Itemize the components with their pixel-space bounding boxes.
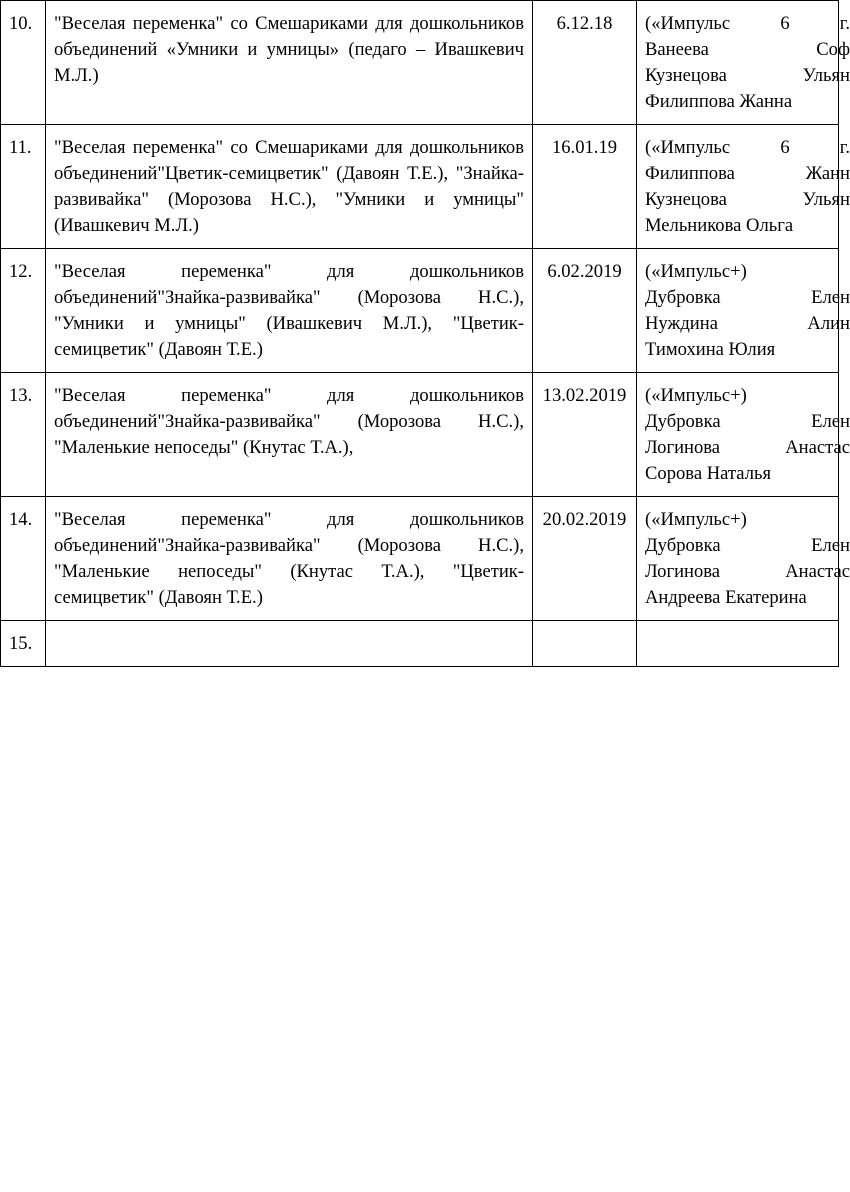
participant-line: Логинова Анастас [645, 561, 850, 582]
row-number: 15. [1, 621, 46, 667]
event-participants [637, 373, 850, 497]
participant-line: Тимохина Юлия [645, 339, 776, 360]
event-date: 6.12.18 [533, 1, 637, 125]
event-participants [637, 249, 850, 373]
participant-line: Кузнецова Ульян [645, 189, 850, 210]
row-number: 12. [1, 249, 46, 373]
event-participants [637, 1, 850, 125]
event-description: "Веселая переменка" со Смешариками для дошкольников объединений"Цветик-семицветик" (Давоян Т.Е.), "Знайка-развивайка" (Морозова Н.С.), "Умники и умницы" (Ивашкевич М.Л.) [46, 125, 533, 249]
event-description: "Веселая переменка" для дошкольников объединений"Знайка-развивайка" (Морозова Н.С.), "Маленькие непоседы" (Кнутас Т.А.), [46, 373, 533, 497]
table-row [1, 249, 839, 373]
event-date [533, 621, 637, 667]
row-number: 10. [1, 1, 46, 125]
event-description: "Веселая переменка" со Смешариками для дошкольников объединений «Умники и умницы» (педаго – Ивашкевич М.Л.) [46, 1, 533, 125]
table-row [1, 621, 839, 667]
participant-line: («Импульс+) [645, 509, 747, 530]
event-participants [637, 497, 850, 621]
row-number: 13. [1, 373, 46, 497]
participant-line: Андреева Екатерина [645, 587, 807, 608]
participant-line: Логинова Анастас [645, 437, 850, 458]
event-date: 13.02.2019 [533, 373, 637, 497]
participant-line: Филиппова Жанн [645, 163, 850, 184]
participant-line: Дубровка Елен [645, 287, 850, 308]
participant-line: («Импульс+) [645, 385, 747, 406]
participant-line: Ванеева Соф [645, 39, 850, 60]
participant-line: Дубровка Елен [645, 535, 850, 556]
participant-line: («Импульс 6 г. [645, 13, 850, 34]
participant-line: Мельникова Ольга [645, 215, 794, 236]
event-description [46, 621, 533, 667]
table-row [1, 1, 839, 125]
event-date: 20.02.2019 [533, 497, 637, 621]
participant-line: Кузнецова Ульян [645, 65, 850, 86]
event-date: 16.01.19 [533, 125, 637, 249]
participant-line: Нуждина Алин [645, 313, 850, 334]
table-row [1, 373, 839, 497]
participant-line: Филиппова Жанна [645, 91, 793, 112]
table-row [1, 125, 839, 249]
row-number: 11. [1, 125, 46, 249]
event-date: 6.02.2019 [533, 249, 637, 373]
participant-line: («Импульс+) [645, 261, 747, 282]
event-participants [637, 125, 850, 249]
participant-line: Дубровка Елен [645, 411, 850, 432]
row-number: 14. [1, 497, 46, 621]
event-description: "Веселая переменка" для дошкольников объединений"Знайка-развивайка" (Морозова Н.С.), "Умники и умницы" (Ивашкевич М.Л.), "Цветик-семицветик" (Давоян Т.Е.) [46, 249, 533, 373]
event-description: "Веселая переменка" для дошкольников объединений"Знайка-развивайка" (Морозова Н.С.), "Маленькие непоседы" (Кнутас Т.А.), "Цветик-семицветик" (Давоян Т.Е.) [46, 497, 533, 621]
participant-line: Сорова Наталья [645, 463, 772, 484]
table-row [1, 497, 839, 621]
event-participants [637, 621, 839, 667]
participant-line: («Импульс 6 г. [645, 137, 850, 158]
